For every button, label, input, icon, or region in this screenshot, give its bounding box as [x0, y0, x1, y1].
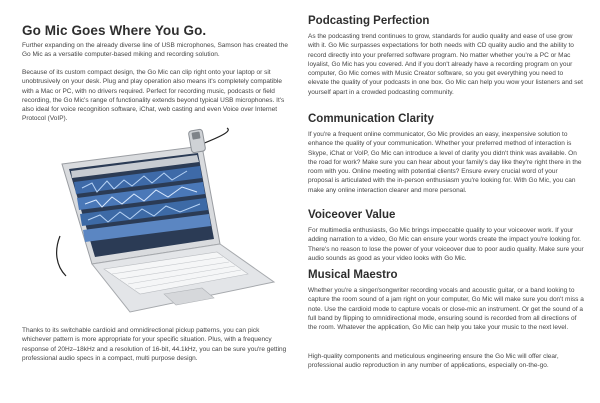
section-communication	[308, 112, 584, 195]
section-podcasting	[308, 14, 584, 97]
section-body: For multimedia enthusiasts, Go Mic brings impeccable quality to your voiceover work. If your adding narration to a video, Go Mic can ensure your words create the impact you're looking for. There's no reason to lose the power of your voiceover due to poor audio quality. Make sure your audio sounds as good as your video looks with Go Mic.	[308, 227, 584, 262]
section-heading: Communication Clarity	[308, 113, 434, 125]
section-body: Whether you're a singer/songwriter recording vocals and acoustic guitar, or a band looking to capture the room sound of a jam right on your computer, Go Mic will make sure you don't miss a note. Use the cardioid mode to capture vocals or close-mic an instrument. Or get the sound of a full band by flipping to omnidirectional mode, ensuring sound is recorded from all directions of the room. Whatever the application, Go Mic can help you take your music to the next level.	[308, 287, 584, 332]
section-musical	[308, 268, 584, 332]
section-heading: Podcasting Perfection	[308, 15, 430, 27]
closing-paragraph: High-quality components and meticulous engineering ensure the Go Mic will offer clear, professional audio reproduction in any number of applications, especially on-the-go.	[308, 353, 559, 370]
section-heading: Musical Maestro	[308, 269, 398, 281]
section-body: As the podcasting trend continues to grow, standards for audio quality and ease of use grow with it. Go Mic surpasses expectations for both needs with CD quality audio and the ability to record directly into your preferred software program. No matter whether you're a PC or Mac loyalist, Go Mic has you covered. And if you don't already have a recording program on your computer, Go Mic comes with Music Creator software, so you get everything you need to elevate the quality of your podcasts in one box. Go Mic can help you wow your listeners and set yourself apart in a crowded podcasting community.	[308, 33, 583, 96]
intro-paragraph: Further expanding on the already diverse line of USB microphones, Samson has created the Go Mic as a versatile computer-based miking and recording solution.	[22, 42, 288, 59]
page-title: Go Mic Goes Where You Go.	[22, 23, 207, 38]
design-paragraph: Because of its custom compact design, the Go Mic can clip right onto your laptop or sit unobtrusively on your desk. Plug and play operation also means it's completely compatible with a Mac or PC, with no drivers required. Perfect for recording music, podcasts or field recording, the Go Mic's range of functionality extends beyond typical USB microphones. It's also ideal for voice recognition software, iChat, web casting and even Voice over Internet Protocol (VoIP).	[22, 69, 285, 123]
laptop-with-go-mic-image	[52, 126, 282, 316]
section-body: If you're a frequent online communicator, Go Mic provides an easy, inexpensive solution to enhance the quality of your communication. Whether your preferred method of interaction is Skype, iChat or VoIP, Go Mic can introduce a level of clarity you didn't think was available. On the road for work? Make sure you can hear about your family's day like they're right there in the room with you. Online meeting with potential clients? Ensure every crucial word of your proposal is articulated with the in-person enthusiasm you're looking for. With Go Mic, you can make any online interaction clearer and more personal.	[308, 131, 582, 194]
section-voiceover	[308, 208, 584, 263]
section-heading: Voiceover Value	[308, 209, 396, 221]
closing-section	[308, 352, 584, 371]
pickup-patterns-paragraph: Thanks to its switchable cardioid and omnidirectional pickup patterns, you can pick whichever pattern is more appropriate for your specific situation. Plus, with a frequency response of 20Hz–18kHz and a resolution of 16-bit, 44.1kHz, you can be sure you're getting professional audio specs in a compact, multi purpose design.	[22, 327, 287, 362]
